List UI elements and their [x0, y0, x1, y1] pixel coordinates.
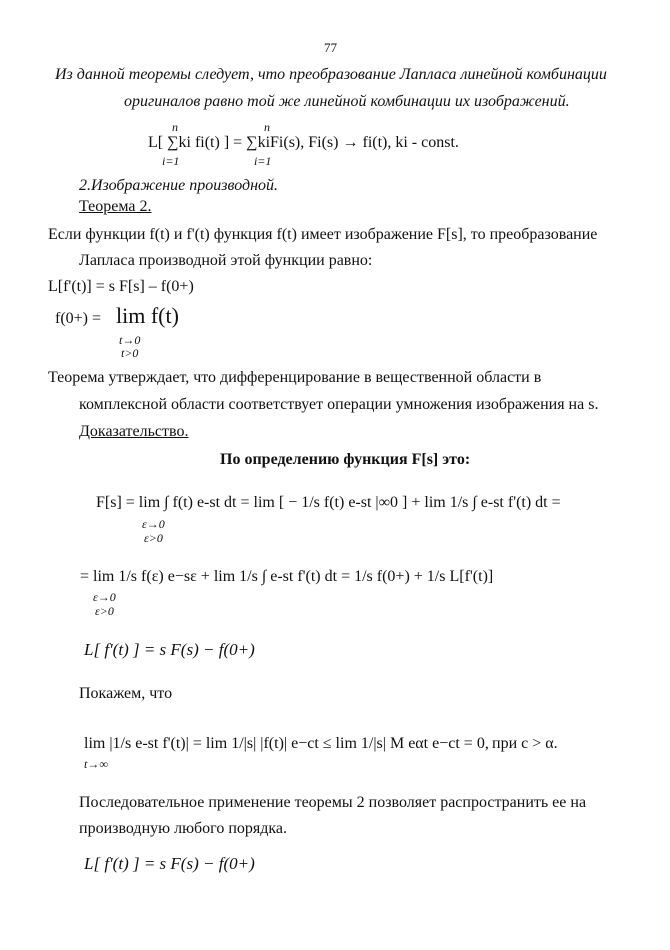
formula-f0-limit-2: t>0	[121, 346, 139, 360]
formula-proof-1-limit-b: ε>0	[144, 531, 163, 545]
formula-result-2: L[ f'(t) ] = s F(s) − f(0+)	[84, 854, 255, 873]
formula-linear-text: L[ ∑ki fi(t) ] = ∑kiFi(s), Fi(s) → fi(t), ki - const.	[148, 134, 459, 151]
theorem-label: Теорема 2.	[79, 198, 152, 215]
formula-proof-1: F[s] = lim ∫ f(t) e-st dt = lim [ − 1/s f(t) e-st |∞0 ] + lim 1/s ∫ e-st f'(t) dt =	[96, 494, 561, 511]
formula-proof-1-limit-a: ε→0	[142, 517, 165, 531]
show-text: Покажем, что	[79, 685, 173, 702]
intro-line-1: Из данной теоремы следует, что преобразование Лапласа линейной комбинации	[55, 66, 607, 83]
conclusion-line-1: Последовательное применение теоремы 2 позволяет распространить ее на	[79, 794, 587, 811]
formula-L-derivative: L[f'(t)] = s F[s] – f(0+)	[48, 278, 194, 295]
formula-proof-2-limit-b: ε>0	[95, 604, 114, 618]
formula-proof-2: = lim 1/s f(ε) e−sε + lim 1/s ∫ e-st f'(t) dt = 1/s f(0+) + 1/s L[f'(t)]	[80, 568, 494, 585]
formula-f0-limit-1: t→0	[119, 333, 141, 347]
theorem-text-line-1: Если функции f(t) и f'(t) функция f(t) имеет изображение F[s], то преобразование	[48, 226, 598, 243]
sum-limit-top-2: n	[264, 120, 270, 134]
formula-f0-lim: lim f(t)	[116, 303, 179, 328]
intro-line-2: оригиналов равно той же линейной комбинации их изображений.	[124, 93, 570, 110]
formula-estimate-condition: при c > α.	[492, 735, 558, 752]
theorem-text-line-2: Лапласа производной этой функции равно:	[79, 252, 373, 269]
formula-estimate: lim |1/s e-st f'(t)| = lim 1/|s| |f(t)| e−ct ≤ lim 1/|s| M eαt e−ct = 0,	[84, 735, 489, 752]
section-heading: 2.Изображение производной.	[79, 177, 279, 194]
formula-proof-2-limit-a: ε→0	[93, 590, 116, 604]
statement-line-2: комплексной области соответствует операции умножения изображения на s.	[79, 396, 599, 413]
page-number: 77	[324, 40, 337, 55]
formula-estimate-limit: t→∞	[84, 757, 108, 771]
formula-linear	[148, 118, 528, 166]
proof-label: Доказательство.	[79, 423, 189, 440]
definition-heading: По определению функция F[s] это:	[220, 451, 471, 468]
sum-limit-bottom: i=1	[162, 154, 180, 168]
statement-line-1: Теорема утверждает, что дифференцирование в вещественной области в	[48, 369, 542, 386]
formula-result-1: L[ f'(t) ] = s F(s) − f(0+)	[84, 640, 255, 659]
conclusion-line-2: производную любого порядка.	[79, 820, 288, 837]
sum-limit-top: n	[172, 120, 178, 134]
formula-f0-left: f(0+) =	[55, 310, 102, 327]
sum-limit-bottom-2: i=1	[254, 154, 272, 168]
